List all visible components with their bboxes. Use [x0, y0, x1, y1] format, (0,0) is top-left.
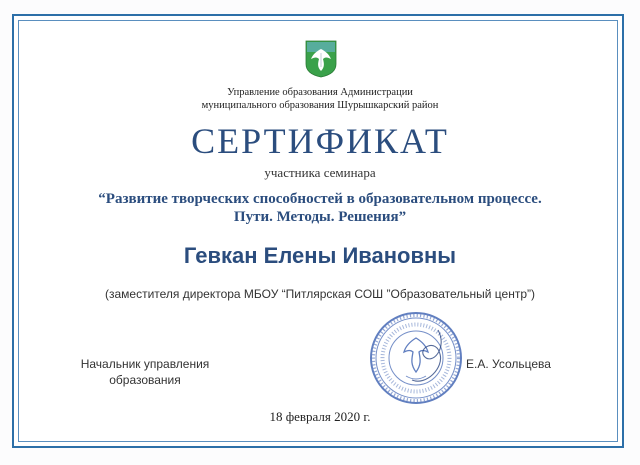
issue-date: 18 февраля 2020 г. [269, 409, 371, 424]
seminar-title-line-2: Пути. Методы. Решения” [233, 209, 407, 225]
organization-line-2: муниципального образования Шурышкарский район [201, 100, 439, 111]
official-seal-icon [366, 308, 466, 408]
recipient-name: Гевкан Елены Ивановны [183, 243, 457, 268]
signatory-title-line-2: образования [109, 373, 181, 387]
seminar-title-line-1: “Развитие творческих способностей в образовательном процессе. [98, 191, 542, 207]
coat-of-arms-icon [305, 40, 337, 78]
organization-line-1: Управление образования Администрации [227, 87, 413, 98]
signer-name: Е.А. Усольцева [466, 357, 551, 371]
certificate-subtitle: участника семинара [264, 165, 376, 180]
recipient-position: (заместителя директора МБОУ “Питлярская СОШ ”Образовательный центр”) [105, 287, 535, 301]
signatory-title-line-1: Начальник управления [80, 357, 210, 371]
certificate-title: СЕРТИФИКАТ [191, 121, 449, 161]
